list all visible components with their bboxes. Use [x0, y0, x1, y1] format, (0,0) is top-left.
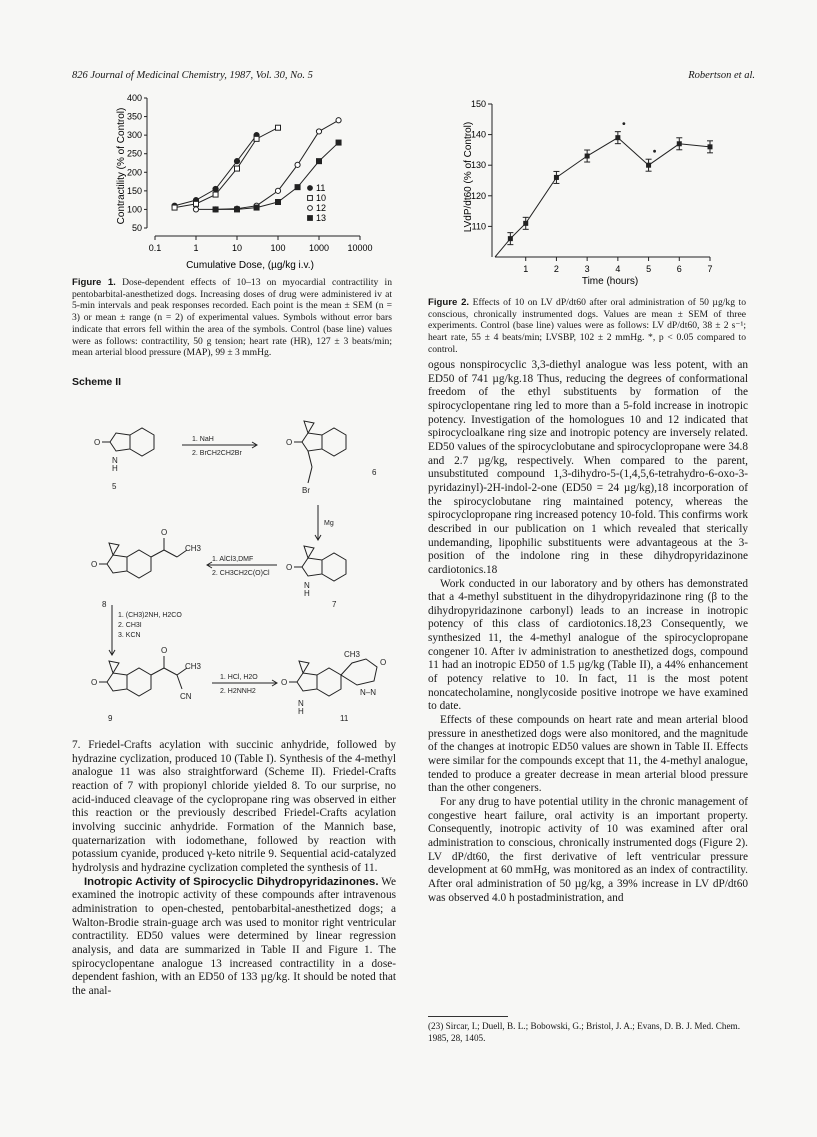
- y-tick-label: 100: [126, 204, 142, 215]
- data-point: [194, 201, 199, 206]
- compound-label: 9: [108, 714, 113, 723]
- data-point: [585, 154, 590, 159]
- y-tick-label: 120: [470, 190, 486, 201]
- x-tick-label: 3: [584, 264, 590, 274]
- reagent-label: 2. CH3I: [118, 622, 142, 629]
- legend-label: 12: [316, 203, 327, 213]
- x-tick-label: 1: [523, 264, 529, 274]
- atom-label: O: [94, 438, 101, 447]
- legend-marker: [308, 206, 313, 211]
- atom-label: CH3: [185, 544, 202, 553]
- paragraph: ogous nonspirocyclic 3,3-diethyl analogue was less potent, with an ED50 of 741 µg/kg.18 Thus, reducing the degrees of conformational freedom of the ethyl substituents by formation of the spirocyclopentane ring led to more than a 5-fold increase in inotropic potency. Investigation of the homologues 10 and 12 indicated that spirocycloalkane ring size and inotropic potency are inversely related. ED50 values of the spirocyclobutane and spirocyclopropane were 34.8 and 2.7 µg/kg, respectively. When compared to the parent, unsubstituted compound 1,3-dihydro-5-(1,4,5,6-tetrahydro-6-oxo-3-pyridazinyl)-2H-indol-2-one (ED50 = 24 µg/kg),18 incorporation of the spirocyclobutane ring maintained potency, whereas the spirocyclopropane ring increased potency 10-fold. This confirms work described in our publication on 1 which revealed that sterically undemanding, lipophilic substituents were advantageous at the 3-position of the indolone ring in these dihydropyridazinone cardiotonics.18: [428, 359, 748, 576]
- x-tick-label: 1000: [308, 243, 330, 253]
- atom-label: N: [298, 699, 304, 708]
- compound-9-structure: [99, 656, 187, 696]
- reagent-label: 3. KCN: [118, 632, 141, 639]
- figure-1-xlabel: Cumulative Dose, (µg/kg i.v.): [186, 260, 314, 271]
- significance-asterisk: [622, 122, 625, 125]
- reagent-label: 1. (CH3)2NH, H2CO: [118, 612, 182, 619]
- atom-label: O: [91, 560, 98, 569]
- data-point: [615, 135, 620, 140]
- y-tick-label: 150: [126, 185, 142, 196]
- data-point: [172, 205, 177, 210]
- legend-marker: [308, 196, 313, 201]
- atom-label: O: [286, 563, 293, 572]
- x-tick-label: 10: [231, 243, 243, 253]
- figure-2-chart: [455, 92, 730, 292]
- series-line: [495, 138, 710, 257]
- data-point: [316, 129, 321, 134]
- y-tick-label: 250: [126, 148, 142, 159]
- reagent-label: 1. AlCl3,DMF: [212, 556, 254, 563]
- data-point: [677, 141, 682, 146]
- x-tick-label: 0.1: [148, 243, 162, 253]
- compound-6-structure: [294, 421, 346, 483]
- right-column-text: [428, 359, 748, 905]
- reagent-label: 1. NaH: [192, 436, 214, 443]
- atom-label: CN: [180, 692, 192, 701]
- left-column-text: [72, 739, 396, 998]
- compound-label: 6: [372, 468, 377, 477]
- data-point: [508, 236, 513, 241]
- data-point: [554, 175, 559, 180]
- atom-label: CH3: [185, 662, 202, 671]
- data-point: [235, 166, 240, 171]
- scheme-ii-diagram: [72, 395, 402, 725]
- reagent-label: 1. HCl, H2O: [220, 674, 258, 681]
- compound-5-structure: [102, 428, 154, 456]
- legend-label: 10: [316, 193, 327, 203]
- x-tick-label: 2: [553, 264, 559, 274]
- y-tick-label: 130: [470, 160, 486, 171]
- running-header-right: Robertson et al.: [688, 70, 755, 81]
- data-point: [276, 125, 281, 130]
- atom-label: H: [112, 464, 118, 473]
- data-point: [523, 221, 528, 226]
- y-tick-label: 110: [471, 221, 486, 232]
- atom-label: H: [304, 589, 310, 598]
- data-point: [213, 192, 218, 197]
- y-tick-label: 140: [470, 129, 486, 140]
- significance-asterisk: [653, 150, 656, 153]
- x-tick-label: 5: [646, 264, 652, 274]
- compound-8-structure: [99, 538, 187, 578]
- data-point: [336, 140, 341, 145]
- series-line-10: [175, 128, 278, 208]
- y-tick-label: 150: [470, 99, 486, 109]
- y-tick-label: 300: [126, 130, 142, 141]
- data-point: [646, 163, 651, 168]
- atom-label: CH3: [344, 650, 361, 659]
- atom-label: N: [304, 581, 310, 590]
- data-point: [235, 207, 240, 212]
- figure-2-caption: Figure 2. Effects of 10 on LV dP/dt60 after oral administration of 50 µg/kg to conscious, chronically instrumented dogs. Values are mean ± SEM of three experiments. Control (base line) values were as follows: LV dP/dt60, 38 ± 2 s⁻¹; heart rate, 55 ± 4 beats/min; LVSBP, 102 ± 2 mmHg. *, p < 0.05 compared to control.: [428, 297, 746, 355]
- figure-1-chart: [100, 88, 380, 273]
- data-point: [275, 188, 280, 193]
- y-tick-label: 400: [126, 93, 142, 103]
- data-point: [234, 159, 239, 164]
- reagent-label: 2. BrCH2CH2Br: [192, 450, 242, 457]
- atom-label: O: [161, 528, 168, 537]
- atom-label: N: [112, 456, 118, 465]
- figure-2-xlabel: Time (hours): [581, 276, 639, 287]
- data-point: [254, 136, 259, 141]
- compound-label: 8: [102, 600, 107, 609]
- figure-1-ylabel: Contractility (% of Control): [116, 107, 127, 225]
- atom-label: O: [161, 646, 168, 655]
- figure-1-caption: Figure 1. Dose-dependent effects of 10–13 on myocardial contractility in pentobarbital-anesthetized dogs. Increasing doses of drug were administered iv at 5-min intervals and peak responses recorded. Each point is the mean ± SEM (n = 3) or mean ± range (n = 2) of experimental values. Symbols without error bars indicate that errors fell within the area of the symbols. Control (base line) values were as follows: contractility, 50 g tension; heart rate (HR), 127 ± 3 beats/min; mean arterial blood pressure (MAP), 99 ± 3 mmHg.: [72, 277, 393, 359]
- footnote: (23) Sircar, I.; Duell, B. L.; Bobowski, G.; Bristol, J. A.; Evans, D. B. J. Med. Chem. 1985, 28, 1405.: [428, 1021, 740, 1043]
- x-tick-label: 10000: [347, 243, 373, 253]
- footnote-rule: [428, 1016, 508, 1017]
- data-point: [708, 144, 713, 149]
- data-point: [213, 186, 218, 191]
- reagent-label: 2. H2NNH2: [220, 688, 256, 695]
- atom-label: O: [91, 678, 98, 687]
- figure-2-ylabel: LVdP/dt60 (% of Control): [463, 121, 474, 233]
- x-tick-label: 6: [676, 264, 682, 274]
- atom-label: O: [281, 678, 288, 687]
- compound-label: 11: [340, 714, 349, 723]
- data-point: [295, 185, 300, 190]
- data-point: [295, 162, 300, 167]
- compound-label: 5: [112, 482, 117, 491]
- compound-7-structure: [294, 546, 346, 581]
- atom-label: O: [286, 438, 293, 447]
- data-point: [336, 118, 341, 123]
- legend-label: 13: [316, 213, 327, 223]
- data-point: [276, 200, 281, 205]
- atom-label: N–N: [360, 688, 377, 697]
- legend-label: 11: [316, 183, 326, 193]
- x-tick-label: 1: [193, 243, 199, 253]
- paragraph: 7. Friedel-Crafts acylation with succinic anhydride, followed by hydrazine cyclization, produced 10 (Table I). Synthesis of the 4-methyl analogue 11 was also straightforward (Scheme II). Friedel-Crafts reaction of 7 with propionyl chloride yielded 8. To our surprise, no acid-induced cleavage of the cyclopropane ring was observed in either this reaction or the previously described Friedel-Crafts acylation involving succinic anhydride. Formation of the Mannich base, quaternarization with iodomethane, followed by reaction with potassium cyanide, produced γ-keto nitrile 9. Sequential acid-catalyzed hydrolysis and hydrazine cyclization completed the synthesis of 11.: [72, 739, 396, 874]
- running-header-left: 826 Journal of Medicinal Chemistry, 1987, Vol. 30, No. 5: [72, 70, 313, 81]
- atom-label: H: [298, 707, 304, 716]
- data-point: [317, 159, 322, 164]
- legend-marker: [308, 186, 313, 191]
- scheme-title: Scheme II: [72, 376, 122, 388]
- legend-marker: [308, 216, 313, 221]
- data-point: [213, 207, 218, 212]
- y-tick-label: 350: [126, 111, 142, 122]
- reagent-label: 2. CH3CH2C(O)Cl: [212, 570, 270, 577]
- x-tick-label: 7: [707, 264, 713, 274]
- y-tick-label: 200: [126, 167, 142, 178]
- x-tick-label: 100: [270, 243, 286, 253]
- paragraph: Work conducted in our laboratory and by others has demonstrated that a 4-methyl substituent in the dihydropyridazinone ring (β to the dihydropyridazinone carbonyl) leads to an increase in inotropic potency of this class of cardiotonics.18,23 Consequently, we synthesized 11, the 4-methyl analogue of the spirocyclopropane congener 10. After iv administration to anesthetized dogs, compound 11 had an inotropic ED50 of 1.5 µg/kg (Table II), a 44% enhancement of potency relative to 10. In fact, 11 is the most potent noncatecholamine, nonglycoside positive inotrope we have examined to date.: [428, 577, 748, 713]
- x-tick-label: 4: [615, 264, 621, 274]
- compound-label: 7: [332, 600, 337, 609]
- atom-label: O: [380, 658, 387, 667]
- paragraph: For any drug to have potential utility in the chronic management of congestive heart failure, oral activity is an important property. Consequently, inotropic activity of 10 was examined after oral administration to conscious, chronically instrumented dogs (Figure 2). LV dP/dt60, the first derivative of left ventricular pressure development at 60 mmHg, was monitored as an index of contractility. After oral administration of 50 µg/kg, a 39% increase in LV dP/dt60 was observed 4.0 h postadministration, and: [428, 796, 748, 904]
- y-tick-label: 50: [131, 223, 142, 233]
- atom-label: Br: [302, 486, 310, 495]
- paragraph: Inotropic Activity of Spirocyclic Dihydropyridazinones. We examined the inotropic activity of these compounds after intravenous administration to open-chested, pentobarbital-anesthetized dogs; a Walton-Brodie strain-guage arch was used to monitor right ventricular contractility. ED50 values were determined by linear regression analysis, and data are summarized in Table II and Figure 1. The spirocyclopentane analogue 13 increased contractility in a dose-dependent fashion, with an ED50 of 133 µg/kg. It should be noted that the anal-: [72, 875, 396, 997]
- data-point: [254, 205, 259, 210]
- paragraph: Effects of these compounds on heart rate and mean arterial blood pressure in anesthetized dogs were also monitored, and the magnitude of the changes at inotropic ED50 values are shown in Table II. Effects were similar for the compounds except that 11, the 4-methyl analogue, tended to produce a greater decrease in mean arterial blood pressure than the other congeners.: [428, 714, 748, 795]
- reagent-label: Mg: [324, 520, 334, 527]
- data-point: [193, 207, 198, 212]
